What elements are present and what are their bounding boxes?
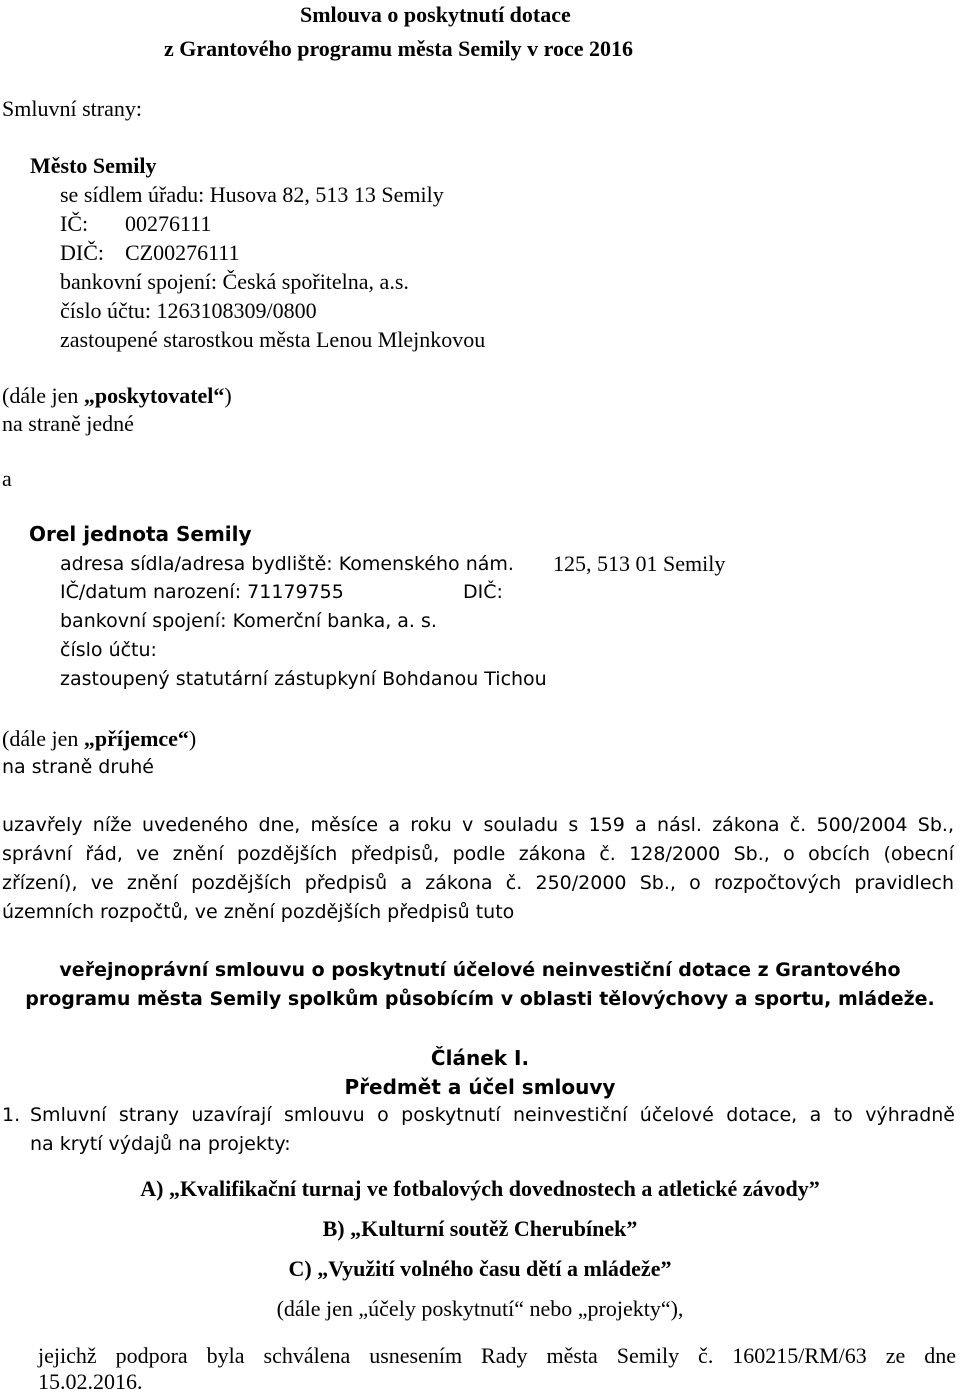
article-item-line2: na krytí výdajů na projekty: <box>30 1133 291 1155</box>
provider-role <box>2 385 232 407</box>
preamble-line3: zřízení), ve znění pozdějších předpisů a zákona č. 250/2000 Sb., o rozpočtových pravidlech <box>2 872 954 894</box>
recipient-name: Orel jednota Semily <box>29 522 252 546</box>
recipient-role <box>2 728 196 750</box>
provider-dic-value: CZ00276111 <box>125 240 240 265</box>
recipient-ic-label: IČ/datum narození: 71179755 <box>60 581 344 603</box>
provider-ic-label: IČ: <box>60 211 89 236</box>
preamble-line2: správní řád, ve znění pozdějších předpisů, podle zákona č. 128/2000 Sb., o obcích (obecní <box>2 843 954 865</box>
provider-account: číslo účtu: 1263108309/0800 <box>60 298 317 323</box>
project-b: B) „Kulturní soutěž Cherubínek” <box>322 1216 638 1241</box>
recipient-address-value: 125, 513 01 Semily <box>553 551 726 576</box>
recipient-role-prefix: (dále jen <box>2 726 84 751</box>
approval-line2: 15.02.2016. <box>38 1369 143 1394</box>
provider-role-prefix: (dále jen <box>2 383 84 408</box>
recipient-role-suffix: ) <box>188 726 197 751</box>
provider-bank: bankovní spojení: Česká spořitelna, a.s. <box>60 269 409 294</box>
provider-name: Město Semily <box>30 153 157 178</box>
provider-side: na straně jedné <box>2 411 134 436</box>
recipient-represented: zastoupený statutární zástupkyní Bohdanou Tichou <box>60 668 547 690</box>
provider-dic-label: DIČ: <box>60 240 104 265</box>
article-item-number: 1. <box>2 1104 21 1126</box>
conjunction-a: a <box>2 466 12 491</box>
project-c: C) „Využití volného času dětí a mládeže” <box>288 1256 672 1281</box>
project-definitions: (dále jen „účely poskytnutí“ nebo „projekty“), <box>276 1296 684 1321</box>
article-number: Článek I. <box>430 1046 530 1070</box>
provider-represented: zastoupené starostkou města Lenou Mlejnkovou <box>60 327 486 352</box>
recipient-side: na straně druhé <box>2 756 154 778</box>
contract-type-line1: veřejnoprávní smlouvu o poskytnutí účelové neinvestiční dotace z Grantového <box>59 959 901 981</box>
recipient-role-name: „příjemce“ <box>83 726 189 751</box>
recipient-bank: bankovní spojení: Komerční banka, a. s. <box>60 610 437 632</box>
provider-role-name: „poskytovatel“ <box>83 383 225 408</box>
approval-line1: jejichž podpora byla schválena usnesením Rady města Semily č. 160215/RM/63 ze dne <box>38 1343 956 1368</box>
provider-seat: se sídlem úřadu: Husova 82, 513 13 Semily <box>60 182 444 207</box>
project-a: A) „Kvalifikační turnaj ve fotbalových dovednostech a atletické závody” <box>140 1176 820 1201</box>
recipient-dic-label: DIČ: <box>463 581 503 603</box>
article-title: Předmět a účel smlouvy <box>344 1075 616 1099</box>
article-item-line1: Smluvní strany uzavírají smlouvu o poskytnutí neinvestiční účelové dotace, a to výhradně <box>30 1104 955 1126</box>
preamble-line4: územních rozpočtů, ve znění pozdějších předpisů tuto <box>2 901 515 923</box>
provider-role-suffix: ) <box>224 383 232 408</box>
recipient-address-label: adresa sídla/adresa bydliště: Komenského nám. <box>60 553 514 575</box>
document-title-line2: z Grantového programu města Semily v roce 2016 <box>164 36 634 61</box>
recipient-account: číslo účtu: <box>60 639 157 661</box>
document-title-line1: Smlouva o poskytnutí dotace <box>300 2 571 27</box>
contract-type-line2: programu města Semily spolkům působícím v oblasti tělovýchovy a sportu, mládeže. <box>25 988 935 1010</box>
parties-label: Smluvní strany: <box>2 96 142 121</box>
preamble-line1: uzavřely níže uvedeného dne, měsíce a roku v souladu s 159 a násl. zákona č. 500/2004 Sb., <box>2 814 954 836</box>
provider-ic-value: 00276111 <box>125 211 212 236</box>
